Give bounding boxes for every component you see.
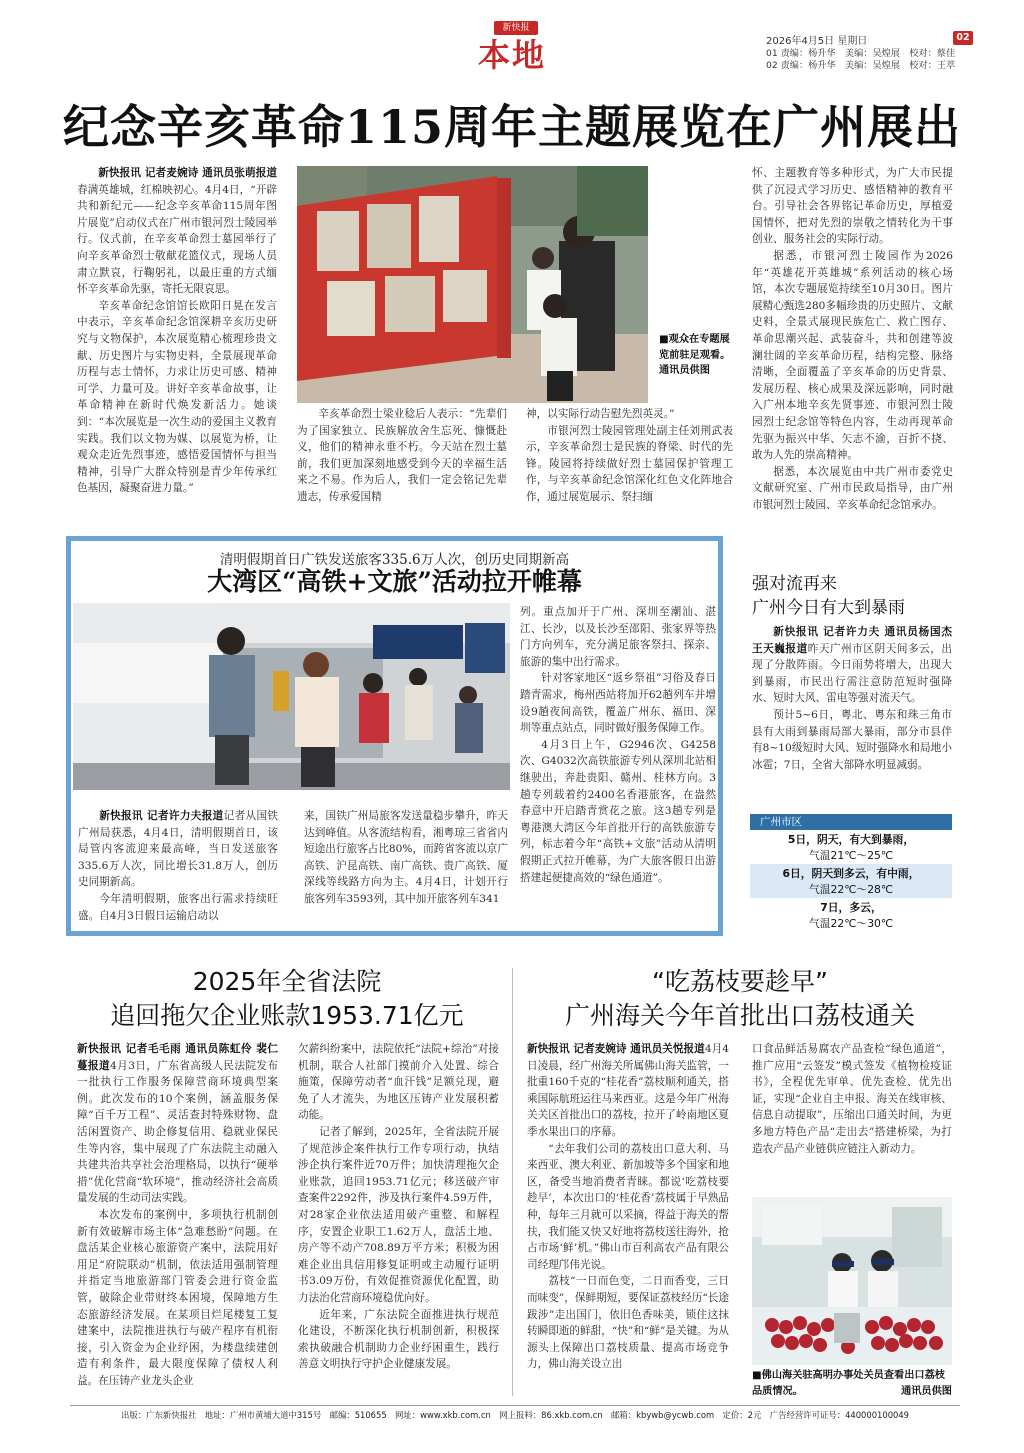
lychee-column-2 bbox=[752, 1041, 952, 1191]
footer-imprint: 出版：广东新快报社 地址：广州市黄埔大道中315号 邮编：510655 网址：www.xkb.com.cn 网上报料：86.xkb.com.cn 邮箱：kbywb@ycwb.com 定价：2元 广告经营许可证号：440000100049 bbox=[120, 1410, 910, 1420]
lead-paragraph: 市银河烈士陵园管理处副主任刘荆武表示，辛亥革命烈士是民族的脊梁、时代的先锋。陵园将持续做好烈士墓园保护管理工作，与辛亥革命纪念馆深化红色文化阵地合作，通过展览展示、祭扫缅 bbox=[526, 424, 733, 503]
court-paragraph: 近年来，广东法院全面推进执行规范化建设，不断深化执行机制创新，积极探索执破融合机制助力企业纾困重生，践行善意文明执行守护企业健康发展。 bbox=[298, 1308, 499, 1371]
lychee-paragraph: 4月4日凌晨，经广州海关所属佛山海关监管，一批重160千克的“桂花香”荔枝顺利通关，搭乘国际航班运往马来西亚。这是今年广州海关关区首批出口的荔枝，拉开了岭南地区夏季水果出口的序幕。 bbox=[527, 1043, 729, 1138]
lychee-byline: 新快报讯 记者麦婉诗 通讯员关悦报道 bbox=[527, 1043, 705, 1055]
editor-line-1: 01 责编：杨升华 美编：吴煌展 校对：蔡佳 bbox=[766, 48, 956, 59]
exhibition-photo bbox=[297, 166, 648, 403]
lead-paragraph: 辛亥革命烈士梁业稔后人表示：“先辈们为了国家独立、民族解放舍生忘死、慷慨赴义，他们的精神永垂不朽。今天站在烈士墓前，我们更加深刻地感受到今天的幸福生活来之不易。作为后人，我们一定会铭记先辈遗志，传承爱国精 bbox=[297, 408, 507, 503]
rail-station-photo bbox=[73, 603, 510, 790]
masthead bbox=[0, 0, 1024, 80]
court-headline-line-2: 追回拖欠企业账款1953.71亿元 bbox=[110, 1001, 464, 1030]
lychee-paragraph: “去年我们公司的荔枝出口意大利、马来西亚、澳大利亚、新加坡等多个国家和地区，备受当地消费者青睐。都说‘吃荔枝要趁早’，本次出口的‘桂花香’荔枝属于早熟品种，每年三月就可以采摘，得益于海关的帮扶，我们能又快又好地将荔枝送往海外，抢占市场‘鲜’机。”佛山市百利高农产品有限公司经理邝伟光说。 bbox=[527, 1142, 729, 1271]
lychee-paragraph: 口食品鲜活易腐农产品查检“绿色通道”，推广应用“云签发”模式签发《植物检疫证书》，全程优先审单、优先查检、优先出证，实现“企业自主申报、海关在线审核、信息自动提取”，压缩出口通关时间，为更多地方特色产品“走出去”搭建桥梁，为打造农产品产业链供应链注入新动力。 bbox=[752, 1043, 952, 1155]
court-paragraph: 本次发布的案例中，多项执行机制创新有效破解市场主体“急难愁盼”问题。在盘活某企业核心旅游资产案中，法院用好用足“府院联动”机制，依法适用强制管理并指定当地旅游部门管委会进行资金监管，破除企业带财终本困境，保障地方生态旅游经济发展。在某项目烂尾楼复工复建案中，法院推进执行与破产程序有机衔接，引入资金为企业纾困，为楼盘续建创造有利条件，最大限度保障了债权人利益。在压铸产业龙头企业 bbox=[77, 1208, 278, 1387]
weather-headline: 强对流再来 广州今日有大到暴雨 bbox=[752, 574, 905, 618]
footer-rule bbox=[70, 1405, 960, 1406]
forecast-table-title: 广州市区 bbox=[750, 814, 952, 830]
issue-date: 2026年4月5日 星期日 bbox=[766, 36, 868, 47]
lychee-inspection-photo bbox=[752, 1197, 952, 1365]
rail-column-2 bbox=[304, 808, 508, 928]
weather-body bbox=[752, 624, 952, 810]
weather-paragraph: 昨天广州市区阴天间多云，出现了分散阵雨。今日雨势将增大，出现大到暴雨，市民出行需注意防范短时强降水、短时大风、雷电等强对流天气。 bbox=[752, 642, 952, 705]
lychee-photo-caption-text: ■佛山海关驻高明办事处关员查看出口荔枝品质情况。 bbox=[752, 1370, 945, 1397]
court-byline: 新快报讯 记者毛毛雨 通讯员陈虹伶 裴仁蔓报道 bbox=[77, 1043, 278, 1072]
lychee-photo-credit: 通讯员供图 bbox=[901, 1385, 952, 1397]
lead-paragraph: 神，以实际行动告慰先烈英灵。” bbox=[526, 408, 675, 420]
lead-paragraph: 春满英雄城，红棉映初心。4月4日，“开辟共和新纪元——纪念辛亥革命115周年图片展览”启动仪式在广州市银河烈士陵园举行。仪式前，在辛亥革命烈士墓园举行了向辛亥革命烈士敬献花篮仪式，现场人员肃立默哀，行鞠躬礼，以最庄重的方式缅怀辛亥革命先驱，寄托无限哀思。 bbox=[77, 183, 277, 296]
page-number-badge: 02 bbox=[953, 31, 973, 45]
rail-paragraph: 4月3日上午，G2946次、G4258次、G4032次高铁旅游专列从深圳北站相继驶出，奔赴贵阳、赣州、桂林方向。3趟专列载着约2400名香港旅客，在盎然春意中开启踏青赏花之旅。这3趟专列是粤港澳大湾区今年首批开行的高铁旅游专列，标志着今年“高铁+文旅”活动从清明假期正式拉开帷幕，为广大旅客假日出游搭建起便捷高效的“绿色通道”。 bbox=[520, 738, 716, 884]
rail-byline: 新快报讯 记者许力夫报道 bbox=[99, 810, 224, 822]
rail-paragraph: 列。重点加开于广州、深圳至潮汕、湛江、长沙，以及长沙至邵阳、张家界等热门方向列车，充分满足旅客祭扫、探亲、旅游的集中出行需求。 bbox=[520, 606, 716, 668]
exhibition-photo-caption: ■观众在专题展览前驻足观看。通讯员供图 bbox=[659, 334, 731, 376]
court-column-2 bbox=[298, 1041, 499, 1401]
section-tag: 新快报 bbox=[494, 21, 538, 35]
lead-byline: 新快报讯 记者麦婉诗 通讯员张萌报道 bbox=[98, 167, 277, 179]
lychee-headline-line-1: “吃荔枝要趁早” bbox=[652, 967, 828, 996]
lead-paragraph: 据悉，市银河烈士陵园作为2026年“英雄花开英雄城”系列活动的核心场馆，本次专题展览持续至10月30日。图片展精心甄选280多幅珍贵的历史照片、文献史料，全景式展现民族危亡、救亡图存、革命思潮兴起、武装奋斗，共和创建等波澜壮阔的辛亥革命历程，结构完整、脉络清晰，全面覆盖了辛亥革命的历史背景、发展历程、核心成果及深远影响，同时融入广州本地辛亥先贤事迹、市银河烈士陵园烈士纪念馆等特色内容，生动再现革命先驱为振兴中华、矢志不渝，百折不挠、敢为人先的崇高精神。 bbox=[752, 249, 953, 462]
rail-column-1 bbox=[78, 808, 278, 928]
lead-column-1 bbox=[77, 165, 277, 510]
rail-paragraph: 今年清明假期，旅客出行需求持续旺盛。自4月3日假日运输启动以 bbox=[78, 892, 278, 922]
court-column-1 bbox=[77, 1041, 278, 1401]
column-divider bbox=[512, 968, 513, 1396]
forecast-row: 5日，阴天，有大到暴雨， 气温21℃～25℃ bbox=[750, 830, 952, 864]
section-title: 本地 bbox=[478, 36, 547, 74]
lychee-column-1 bbox=[527, 1041, 729, 1401]
lead-column-2 bbox=[297, 406, 507, 506]
court-paragraph: 记者了解到，2025年，全省法院开展了规范涉企案件执行工作专项行动，执结涉企执行案件近70万件；加快清理拖欠企业账款，追回1953.71亿元；移送破产审查案件2292件，涉及执行案件4.59万件，对28家企业依法适用破产重整、和解程序，安置企业职工1.62万人，盘活土地、房产等不动产708.89万平方米；积极为困难企业出具信用修复证明或主动履行证明书3.09万份，有效促推资源优化配置，助力法治化营商环境稳优向好。 bbox=[298, 1125, 499, 1304]
lychee-headline-line-2: 广州海关今年首批出口荔枝通关 bbox=[564, 1001, 915, 1030]
forecast-row: 6日，阴天到多云，有中雨， 气温22℃～28℃ bbox=[750, 864, 952, 898]
rail-paragraph: 记者从国铁广州局获悉，4月4日，清明假期首日，该局管内客流迎来最高峰，当日发送旅客335.6万人次，同比增长31.8万人，创历史同期新高。 bbox=[78, 810, 278, 889]
lead-paragraph: 辛亥革命纪念馆馆长欧阳日晃在发言中表示，辛亥革命纪念馆深耕辛亥历史研究与文物保护，本次展览精心梳理珍贵文献、历史图片与实物史料，全景展现革命历程与志士情怀，力求让历史可感、精神可学、力量可及。讲好辛亥革命故事，让革命精神在新时代焕发新活力。她谈到：“本次展览是一次生动的爱国主义教育实践。我们以文物为媒、以展览为桥，让观众走近先烈事迹，感悟爱国情怀与担当精神，引导广大群众特别是青少年传承红色基因，凝聚奋进力量。” bbox=[77, 299, 277, 495]
forecast-table bbox=[750, 814, 952, 934]
rail-kicker: 清明假期首日广铁发送旅客335.6万人次，创历史同期新高 bbox=[219, 552, 570, 568]
forecast-row: 7日，多云， 气温22℃～30℃ bbox=[750, 898, 952, 932]
lead-column-4 bbox=[752, 165, 953, 510]
rail-column-3 bbox=[520, 604, 716, 929]
lead-paragraph: 怀、主题教育等多种形式，为广大市民提供了沉浸式学习历史、感悟精神的教育平台。引导社会各界铭记革命历史，厚植爱国情怀，把对先烈的崇敬之情转化为干事创业、服务社会的实际行动。 bbox=[752, 167, 953, 246]
rail-paragraph: 针对客家地区“返乡祭祖”习俗及春日踏青需求，梅州西站将加开62趟列车并增设9趟夜间高铁，覆盖广州东、福田、深圳等重点站点，同时做好服务保障工作。 bbox=[520, 672, 716, 735]
lead-headline: 纪念辛亥革命115周年主题展览在广州展出 bbox=[62, 100, 962, 154]
editor-line-2: 02 责编：杨升华 美编：吴煌展 校对：王萃 bbox=[766, 60, 956, 71]
court-paragraph: 欠薪纠纷案中，法院依托“法院+综治”对接机制，联合人社部门摸前介入处置、综合施策，保障劳动者“血汗钱”足额兑现，避免了人才流失，为地区压铸产业发展积蓄动能。 bbox=[298, 1043, 499, 1122]
court-paragraph: 4月3日，广东省高级人民法院发布一批执行工作服务保障营商环境典型案例。此次发布的10个案例，涵盖服务保障“百千万工程”、灵活查封特殊财物、盘活闲置资产、助企修复信用、稳就业保民生等内容，集中展现了广东法院主动融入共建共治共享社会治理格局，以执行“硬举措”优化营商“软环境”，推动经济社会高质量发展的生动司法实践。 bbox=[77, 1059, 278, 1205]
court-headline-line-1: 2025年全省法院 bbox=[192, 967, 382, 996]
lead-paragraph: 据悉，本次展览由中共广州市委党史文献研究室、广州市民政局指导，由广州市银河烈士陵园、辛亥革命纪念馆承办。 bbox=[752, 465, 953, 510]
rail-headline: 大湾区“高铁+文旅”活动拉开帷幕 bbox=[207, 567, 582, 596]
weather-byline: 新快报讯 记者许力夫 通讯员杨国杰 王天巍报道 bbox=[752, 626, 952, 655]
rail-paragraph: 来，国铁广州局旅客发送量稳步攀升，昨天达到峰值。从客流结构看，湘粤琼三省省内短途出行旅客占比80%，而跨省客流以京广高铁、沪昆高铁、南广高铁、贵广高铁、厦深线等线路方向为主。4月4日，计划开行旅客列车3593列，其中加开旅客列车341 bbox=[304, 810, 508, 905]
weather-paragraph: 预计5~6日，粤北、粤东和珠三角市县有大雨到暴雨局部大暴雨，部分市县伴有8~10级短时大风、短时强降水和局地小冰雹；7日，全省大部降水明显减弱。 bbox=[752, 708, 952, 771]
lychee-photo-caption bbox=[752, 1368, 952, 1400]
lead-column-3 bbox=[526, 406, 733, 506]
lychee-paragraph: 荔枝“一日而色变，二日而香变，三日而味变”，保鲜期短，要保证荔枝经历“长途跋涉”走出国门，依旧色香味美，锁住这抹转瞬即逝的鲜甜，“快”和“鲜”是关键。为从源头上保障出口荔枝质量、提高市场竞争力，佛山海关设立出 bbox=[527, 1275, 729, 1371]
